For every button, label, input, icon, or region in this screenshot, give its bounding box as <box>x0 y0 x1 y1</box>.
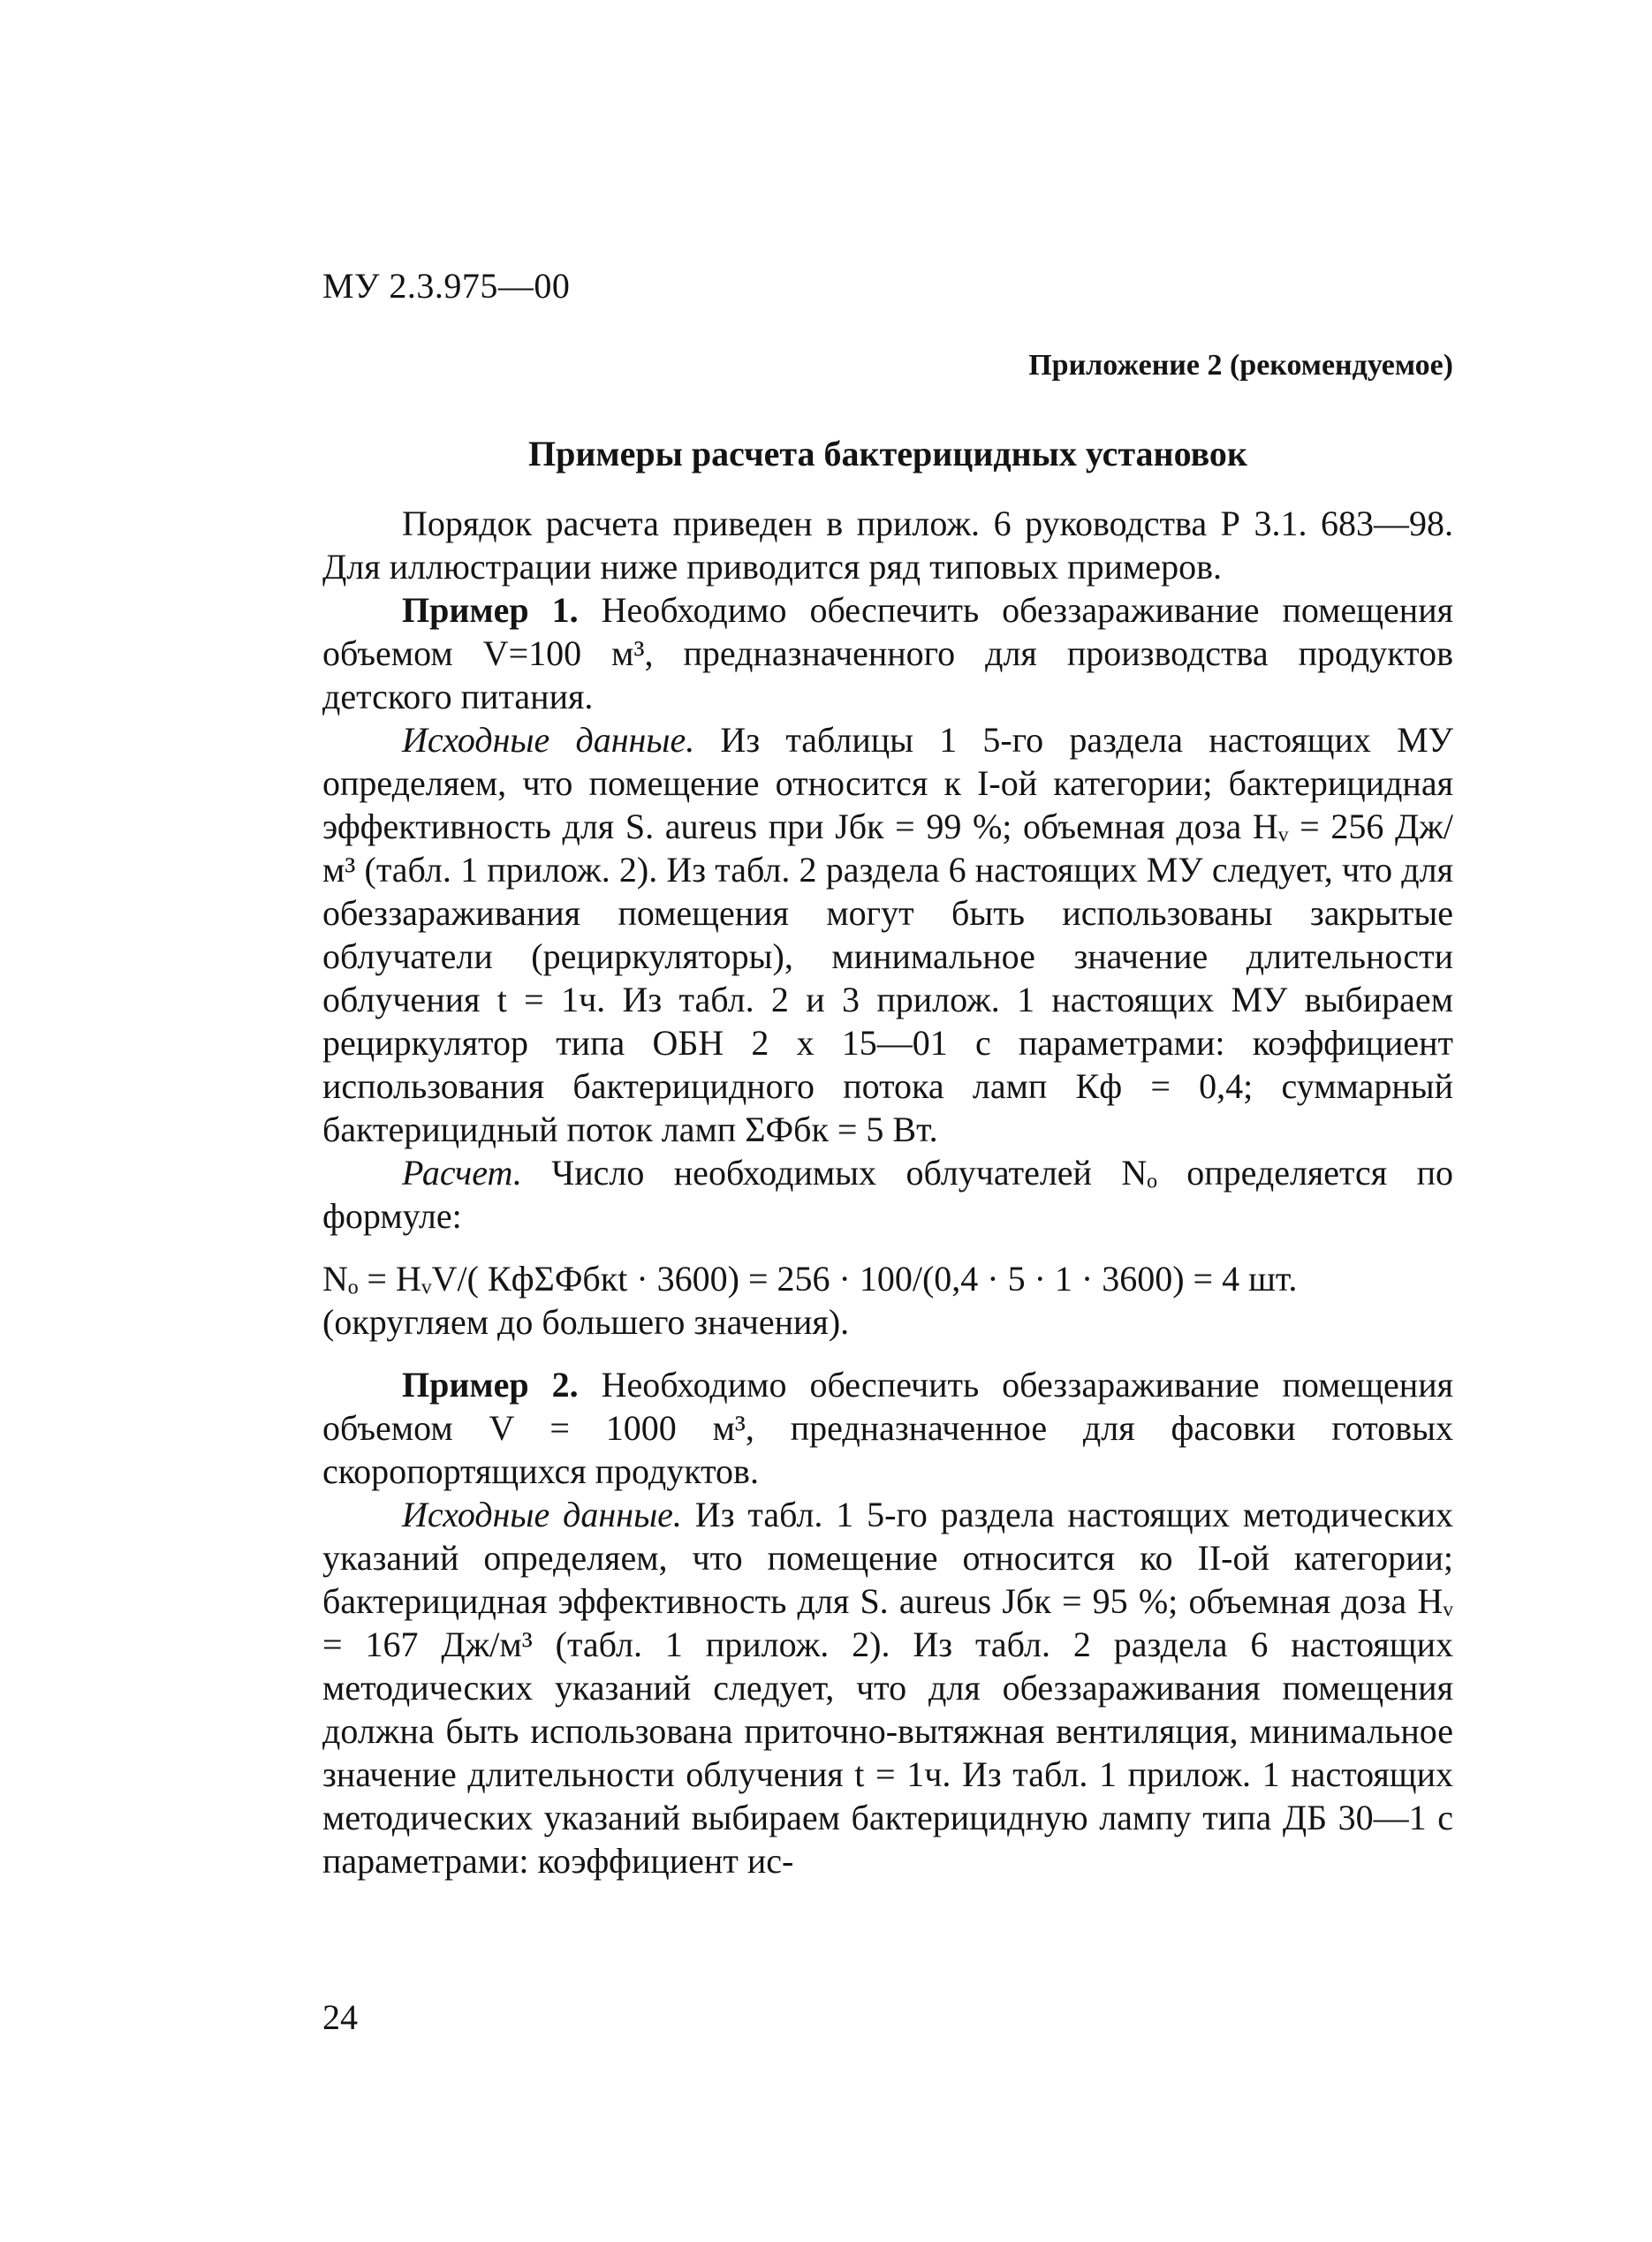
example2-input-paragraph <box>322 1493 1453 1882</box>
example1-lead: Пример 1. <box>402 590 579 630</box>
example1-input-text: Из таблицы 1 5-го раздела настоящих МУ определяем, что помещение относится к I-ой категории; бактерицидная эффективность для S. aureus при Jбк = 99 %; объемная доза Hᵥ = 256 Дж/м³ (табл. 1 прилож. 2). Из табл. 2 раздела 6 настоящих МУ следует, что для обеззараживания помещения могут быть использованы закрытые облучатели (рециркуляторы), минимальное значение длительности облучения t = 1ч. Из табл. 2 и 3 прилож. 1 настоящих МУ выбираем рециркулятор типа ОБН 2 х 15—01 с параметрами: коэффициент использования бактерицидного потока ламп Кф = 0,4; суммарный бактерицидный поток ламп ΣФбк = 5 Вт. <box>322 720 1453 1149</box>
example2-paragraph <box>322 1363 1453 1493</box>
example1-text: Необходимо обеспечить обеззараживание помещения объемом V=100 м³, предназначенного для производства продуктов детского питания. <box>322 590 1454 716</box>
example1-formula-note: (округляем до большего значения). <box>322 1302 850 1342</box>
example1-input-label: Исходные данные. <box>402 720 695 760</box>
example2-input-label: Исходные данные. <box>402 1495 682 1534</box>
example2-text: Необходимо обеспечить обеззараживание помещения объемом V = 1000 м³, предназначенное для фасовки готовых скоропортящихся продуктов. <box>322 1365 1454 1491</box>
example1-input-paragraph <box>322 718 1453 1151</box>
example1-formula: Nₒ = HᵥV/( КфΣФбкt · 3600) = 256 · 100/(0,4 · 5 · 1 · 3600) = 4 шт. <box>322 1259 1298 1299</box>
appendix-label: Приложение 2 (рекомендуемое) <box>1028 349 1453 382</box>
example1-calc-text: Число необходимых облучателей Nₒ определяется по формуле: <box>322 1153 1453 1236</box>
intro-paragraph: Порядок расчета приведен в прилож. 6 руководства Р 3.1. 683—98. Для иллюстрации ниже приводится ряд типовых примеров. <box>322 504 1453 587</box>
body-text <box>322 502 1453 1882</box>
example1-calc-label: Расчет. <box>402 1153 522 1193</box>
example2-input-text: Из табл. 1 5-го раздела настоящих методических указаний определяем, что помещение относится ко II-ой категории; бактерицидная эффективность для S. aureus Jбк = 95 %; объемная доза Hᵥ = 167 Дж/м³ (табл. 1 прилож. 2). Из табл. 2 раздела 6 настоящих методических указаний следует, что для обеззараживания помещения должна быть использована приточно-вытяжная вентиляция, минимальное значение длительности облучения t = 1ч. Из табл. 1 прилож. 1 настоящих методических указаний выбираем бактерицидную лампу типа ДБ 30—1 с параметрами: коэффициент ис- <box>322 1495 1454 1881</box>
example1-paragraph <box>322 588 1453 718</box>
example1-calc-paragraph <box>322 1151 1453 1238</box>
example2-lead: Пример 2. <box>402 1365 579 1405</box>
document-header: МУ 2.3.975—00 <box>322 266 571 306</box>
page-number: 24 <box>322 1997 358 2037</box>
section-title: Примеры расчета бактерицидных установок <box>528 434 1247 473</box>
